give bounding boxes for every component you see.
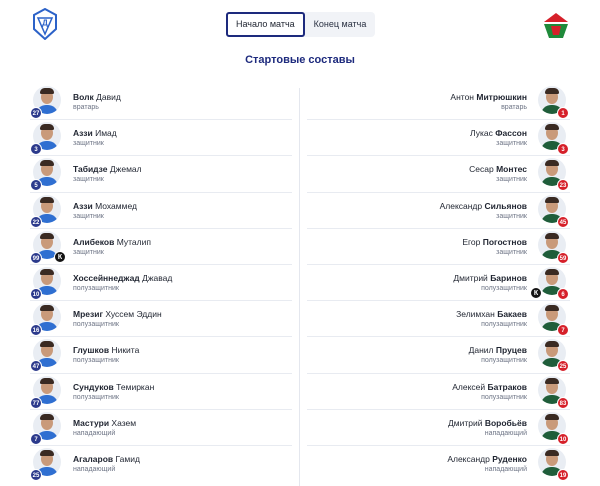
player-name[interactable]: [470, 128, 527, 138]
player-surname: Алибеков: [73, 236, 115, 247]
player-row[interactable]: [30, 156, 292, 192]
player-name[interactable]: [73, 92, 121, 102]
player-first-name: Муталип: [116, 236, 151, 247]
player-row[interactable]: [30, 337, 292, 373]
player-first-name: Александр: [439, 200, 483, 211]
player-first-name: Гамид: [115, 453, 140, 464]
player-first-name: Хазем: [111, 417, 137, 428]
player-row[interactable]: [307, 120, 570, 156]
player-surname: Аззи: [73, 128, 93, 139]
player-position: полузащитник: [481, 393, 527, 401]
player-first-name: Темиркан: [116, 381, 155, 392]
player-position: нападающий: [73, 465, 116, 473]
player-name[interactable]: [73, 128, 117, 138]
player-surname: Митрюшкин: [476, 92, 527, 102]
away-lineup: [307, 84, 570, 482]
player-row[interactable]: [30, 301, 292, 337]
player-number-badge: 3: [30, 143, 42, 155]
player-position: нападающий: [73, 429, 116, 437]
player-first-name: Джемал: [109, 164, 142, 175]
player-row[interactable]: [30, 374, 292, 410]
player-surname: Табидзе: [73, 164, 108, 175]
player-row[interactable]: [30, 446, 292, 482]
player-surname: Пруцев: [495, 345, 527, 356]
player-name[interactable]: [73, 164, 142, 174]
player-number-badge: 27: [30, 107, 42, 119]
player-number-badge: 16: [30, 324, 42, 336]
player-name[interactable]: [73, 309, 162, 319]
player-number-badge: 22: [30, 216, 42, 228]
player-number-badge: 7: [557, 324, 569, 336]
player-row[interactable]: [307, 156, 570, 192]
player-number-badge: 83: [557, 397, 569, 409]
player-position: полузащитник: [73, 393, 119, 401]
player-row[interactable]: [307, 193, 570, 229]
player-surname: Мрезиг: [73, 309, 103, 320]
player-row[interactable]: [30, 265, 292, 301]
player-row[interactable]: [307, 229, 570, 265]
player-name[interactable]: [73, 418, 136, 428]
player-surname: Сундуков: [73, 381, 114, 392]
player-surname: Погостнов: [482, 236, 527, 247]
player-number-badge: 23: [557, 179, 569, 191]
player-first-name: Хуссем Эддин: [105, 309, 162, 320]
player-position: полузащитник: [73, 357, 119, 365]
player-number-badge: 99: [30, 252, 42, 264]
match-header: [0, 0, 600, 50]
player-row[interactable]: [307, 446, 570, 482]
player-first-name: Алексей: [452, 381, 486, 392]
player-position: защитник: [496, 212, 527, 220]
player-row[interactable]: [30, 120, 292, 156]
player-name[interactable]: [440, 201, 527, 211]
player-position: вратарь: [501, 104, 527, 111]
player-surname: Глушков: [73, 345, 110, 356]
player-number-badge: 45: [557, 216, 569, 228]
player-name[interactable]: [448, 418, 527, 428]
lineups-heading: Стартовые составы: [245, 54, 355, 66]
player-surname: Хоссейннеджад: [73, 272, 140, 283]
player-row[interactable]: [307, 301, 570, 337]
player-number-badge: 1: [557, 107, 569, 119]
player-number-badge: 6: [557, 288, 569, 300]
player-first-name: Сесар: [469, 164, 494, 175]
player-name[interactable]: [452, 382, 527, 392]
player-row[interactable]: [307, 84, 570, 120]
player-name[interactable]: [447, 454, 527, 464]
player-name[interactable]: [456, 309, 527, 319]
player-position: нападающий: [484, 429, 527, 437]
player-position: вратарь: [73, 104, 99, 111]
player-surname: Баринов: [490, 272, 527, 283]
player-surname: Мастури: [73, 417, 110, 428]
player-first-name: Мохаммед: [95, 200, 137, 211]
player-surname: Батраков: [487, 381, 527, 392]
player-position: защитник: [496, 248, 527, 256]
column-divider: [299, 88, 300, 486]
player-first-name: Дмитрий: [448, 417, 483, 428]
player-position: защитник: [73, 212, 104, 220]
home-lineup: [30, 84, 292, 482]
player-first-name: Александр: [447, 453, 490, 464]
player-name[interactable]: [73, 345, 139, 355]
player-surname: Фассон: [495, 128, 527, 139]
player-surname: Бакаев: [497, 309, 527, 320]
player-first-name: Никита: [111, 345, 140, 356]
player-number-badge: 3: [557, 143, 569, 155]
captain-badge: К: [530, 287, 542, 299]
player-number-badge: 25: [557, 360, 569, 372]
player-row[interactable]: [307, 374, 570, 410]
player-name[interactable]: [450, 92, 527, 102]
player-name[interactable]: [73, 237, 151, 247]
player-position: полузащитник: [481, 321, 527, 329]
player-row[interactable]: [307, 265, 570, 301]
player-name[interactable]: [73, 201, 137, 211]
tab-match-end[interactable]: Конец матча: [313, 19, 367, 29]
player-number-badge: 77: [30, 397, 42, 409]
player-surname: Руденко: [492, 453, 527, 464]
player-row[interactable]: [30, 84, 292, 120]
player-first-name: Лукас: [470, 128, 493, 139]
player-surname: Воробьёв: [484, 417, 527, 428]
player-number-badge: 59: [557, 252, 569, 264]
player-row[interactable]: [307, 337, 570, 373]
player-position: защитник: [73, 176, 104, 184]
player-row[interactable]: [30, 410, 292, 446]
player-surname: Аззи: [73, 200, 93, 211]
player-row[interactable]: [30, 229, 292, 265]
player-position: полузащитник: [73, 284, 119, 292]
player-name[interactable]: [73, 382, 154, 392]
lokomotiv-logo-icon: [543, 10, 569, 40]
tab-match-start[interactable]: Начало матча: [226, 12, 305, 37]
player-first-name: Дмитрий: [453, 272, 488, 283]
player-position: полузащитник: [481, 284, 527, 292]
svg-text:Д: Д: [42, 18, 48, 28]
player-surname: Агаларов: [73, 453, 114, 464]
player-name[interactable]: [462, 237, 527, 247]
player-row[interactable]: [30, 193, 292, 229]
dynamo-logo-icon: [33, 8, 57, 40]
player-row[interactable]: [307, 410, 570, 446]
player-name[interactable]: [453, 273, 527, 283]
player-number-badge: 7: [30, 433, 42, 445]
player-position: полузащитник: [73, 321, 119, 329]
player-number-badge: 10: [30, 288, 42, 300]
player-number-badge: 10: [557, 433, 569, 445]
player-first-name: Имад: [95, 128, 117, 139]
player-number-badge: 5: [30, 179, 42, 191]
player-surname: Волк: [73, 92, 94, 102]
player-first-name: Данил: [468, 345, 494, 356]
player-first-name: Антон: [450, 92, 474, 102]
player-first-name: Давид: [96, 92, 121, 102]
match-phase-tabs: [226, 12, 375, 37]
player-name[interactable]: [73, 273, 172, 283]
player-position: защитник: [496, 176, 527, 184]
player-surname: Сильянов: [484, 200, 527, 211]
player-first-name: Зелимхан: [456, 309, 495, 320]
player-position: нападающий: [484, 465, 527, 473]
player-first-name: Джавад: [142, 272, 173, 283]
player-number-badge: 47: [30, 360, 42, 372]
player-name[interactable]: [469, 345, 527, 355]
player-number-badge: 19: [557, 469, 569, 481]
player-surname: Монтес: [496, 164, 527, 175]
player-position: полузащитник: [481, 357, 527, 365]
player-position: защитник: [73, 248, 104, 256]
player-number-badge: 25: [30, 469, 42, 481]
player-position: защитник: [496, 140, 527, 148]
player-name[interactable]: [469, 164, 527, 174]
player-first-name: Егор: [462, 236, 481, 247]
player-position: защитник: [73, 140, 104, 148]
player-name[interactable]: [73, 454, 140, 464]
captain-badge: К: [54, 251, 66, 263]
